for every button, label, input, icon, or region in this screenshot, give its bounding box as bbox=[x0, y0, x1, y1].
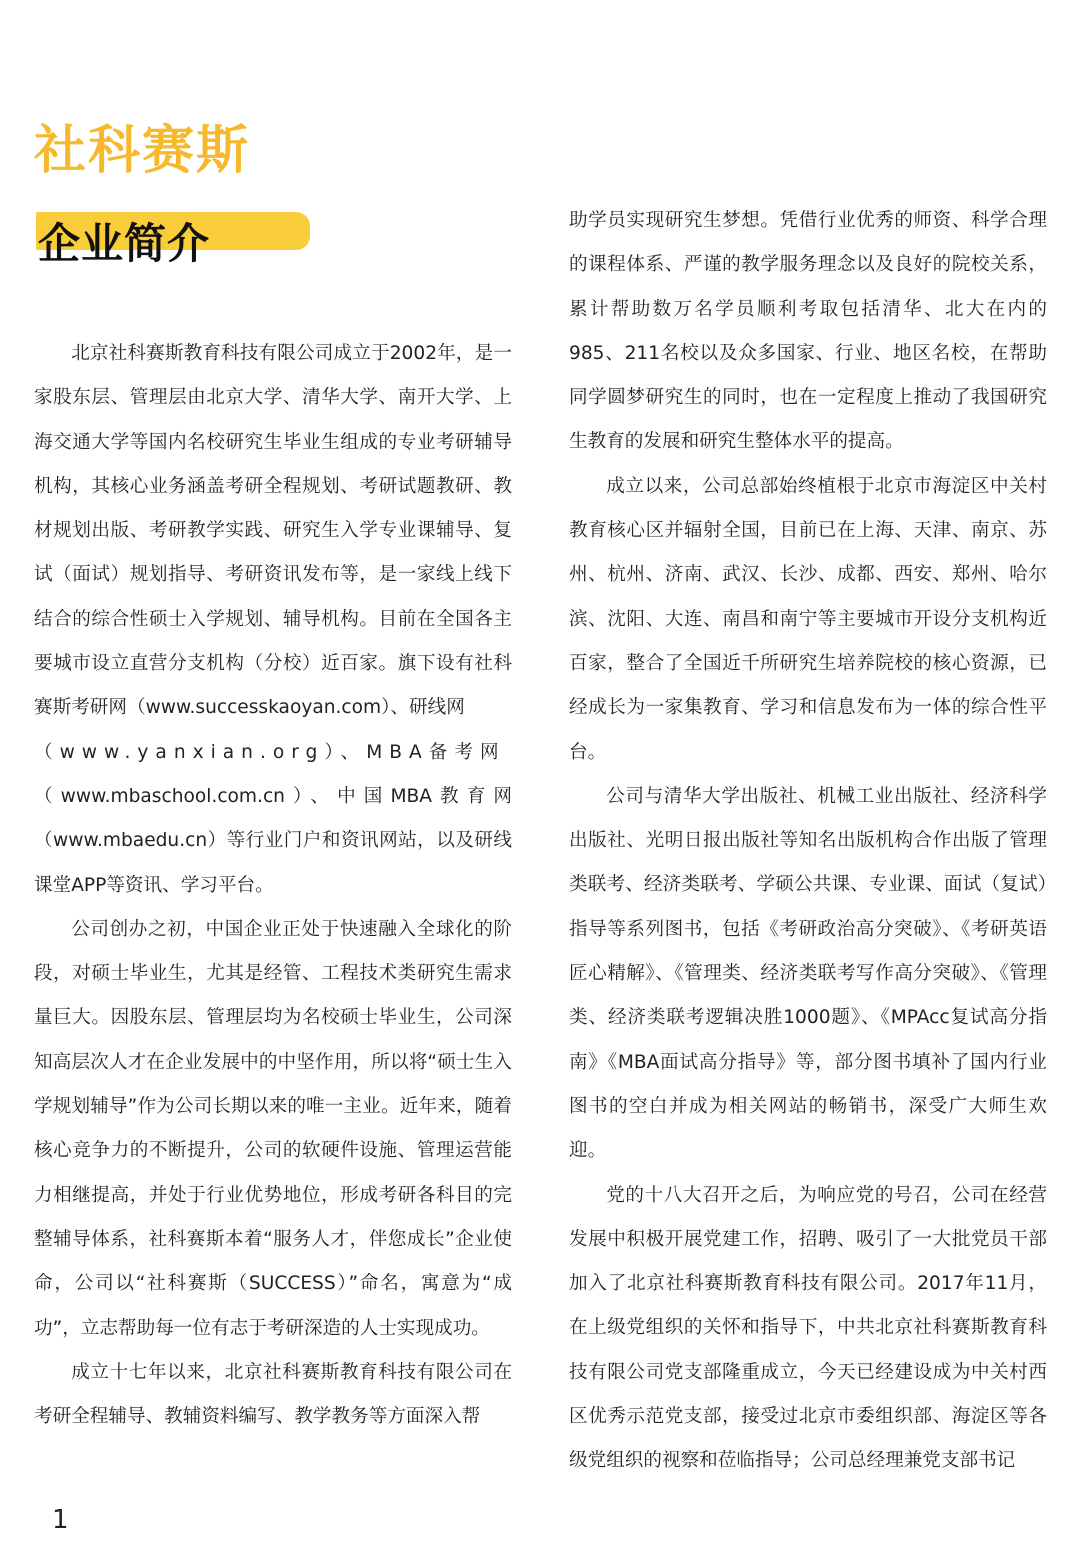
left-paragraph-1b: （www.yanxian.org）、MBA备考网 bbox=[34, 741, 506, 763]
right-paragraph-4: 党的十八大召开之后，为响应党的号召，公司在经营发展中积极开展党建工作，招聘、吸引了一大批党员干部加入了北京社科赛斯教育科技有限公司。2017年11月，在上级党组织的关怀和指导下，中共北京社科赛斯教育科技有限公司党支部隆重成立，今天已经建设成为中关村西区优秀示范党支部，接受过北京市委组织部、海淀区等各级党组织的视察和莅临指导；公司总经理兼党支部书记 bbox=[569, 1184, 1047, 1472]
brand-title: 社科赛斯 bbox=[34, 121, 251, 181]
page-number: 1 bbox=[52, 1505, 69, 1535]
section-header bbox=[34, 212, 314, 276]
right-column bbox=[569, 199, 1047, 1484]
right-paragraph-3: 公司与清华大学出版社、机械工业出版社、经济科学出版社、光明日报出版社等知名出版机构合作出版了管理类联考、经济类联考、学硕公共课、专业课、面试（复试）指导等系列图书，包括《考研政治高分突破》、《考研英语匠心精解》、《管理类、经济类联考写作高分突破》、《管理类、经济类联考逻辑决胜1000题》、《MPAcc复试高分指南》《MBA面试高分指导》等，部分图书填补了国内行业图书的空白并成为相关网站的畅销书，深受广大师生欢迎。 bbox=[569, 785, 1047, 1162]
left-paragraph-1a: 北京社科赛斯教育科技有限公司成立于2002年，是一家股东层、管理层由北京大学、清华大学、南开大学、上海交通大学等国内名校研究生毕业生组成的专业考研辅导机构，其核心业务涵盖考研全程规划、考研试题教研、教材规划出版、考研教学实践、研究生入学专业课辅导、复试（面试）规划指导、考研资讯发布等，是一家线上线下结合的综合性硕士入学规划、辅导机构。目前在全国各主要城市设立直营分支机构（分校）近百家。旗下设有社科赛斯考研网（www.successkaoyan.com）、研线网 bbox=[34, 343, 512, 719]
right-paragraph-2: 成立以来，公司总部始终植根于北京市海淀区中关村教育核心区并辐射全国，目前已在上海、天津、南京、苏州、杭州、济南、武汉、长沙、成都、西安、郑州、哈尔滨、沈阳、大连、南昌和南宁等主要城市开设分支机构近百家，整合了全国近千所研究生培养院校的核心资源，已经成长为一家集教育、学习和信息发布为一体的综合性平台。 bbox=[569, 475, 1047, 763]
left-paragraph-1c: （www.mbaschool.com.cn）、中国MBA教育网（www.mbaedu.cn）等行业门户和资讯网站，以及研线课堂APP等资讯、学习平台。 bbox=[34, 785, 512, 896]
left-column bbox=[34, 332, 512, 1439]
left-paragraph-3: 成立十七年以来，北京社科赛斯教育科技有限公司在考研全程辅导、教辅资料编写、教学教务等方面深入帮 bbox=[34, 1361, 512, 1428]
left-paragraph-2: 公司创办之初，中国企业正处于快速融入全球化的阶段，对硕士毕业生，尤其是经管、工程技术类研究生需求量巨大。因股东层、管理层均为名校硕士毕业生，公司深知高层次人才在企业发展中的中坚作用，所以将“硕士生入学规划辅导”作为公司长期以来的唯一主业。近年来，随着核心竞争力的不断提升，公司的软硬件设施、管理运营能力相继提高，并处于行业优势地位，形成考研各科目的完整辅导体系，社科赛斯本着“服务人才，伴您成长”企业使命，公司以“社科赛斯（SUCCESS）”命名，寓意为“成功”，立志帮助每一位有志于考研深造的人士实现成功。 bbox=[34, 918, 512, 1339]
section-title: 企业简介 bbox=[38, 219, 211, 268]
right-paragraph-1: 助学员实现研究生梦想。凭借行业优秀的师资、科学合理的课程体系、严谨的教学服务理念以及良好的院校关系，累计帮助数万名学员顺利考取包括清华、北大在内的985、211名校以及众多国家、行业、地区名校，在帮助同学圆梦研究生的同时，也在一定程度上推动了我国研究生教育的发展和研究生整体水平的提高。 bbox=[569, 210, 1047, 453]
